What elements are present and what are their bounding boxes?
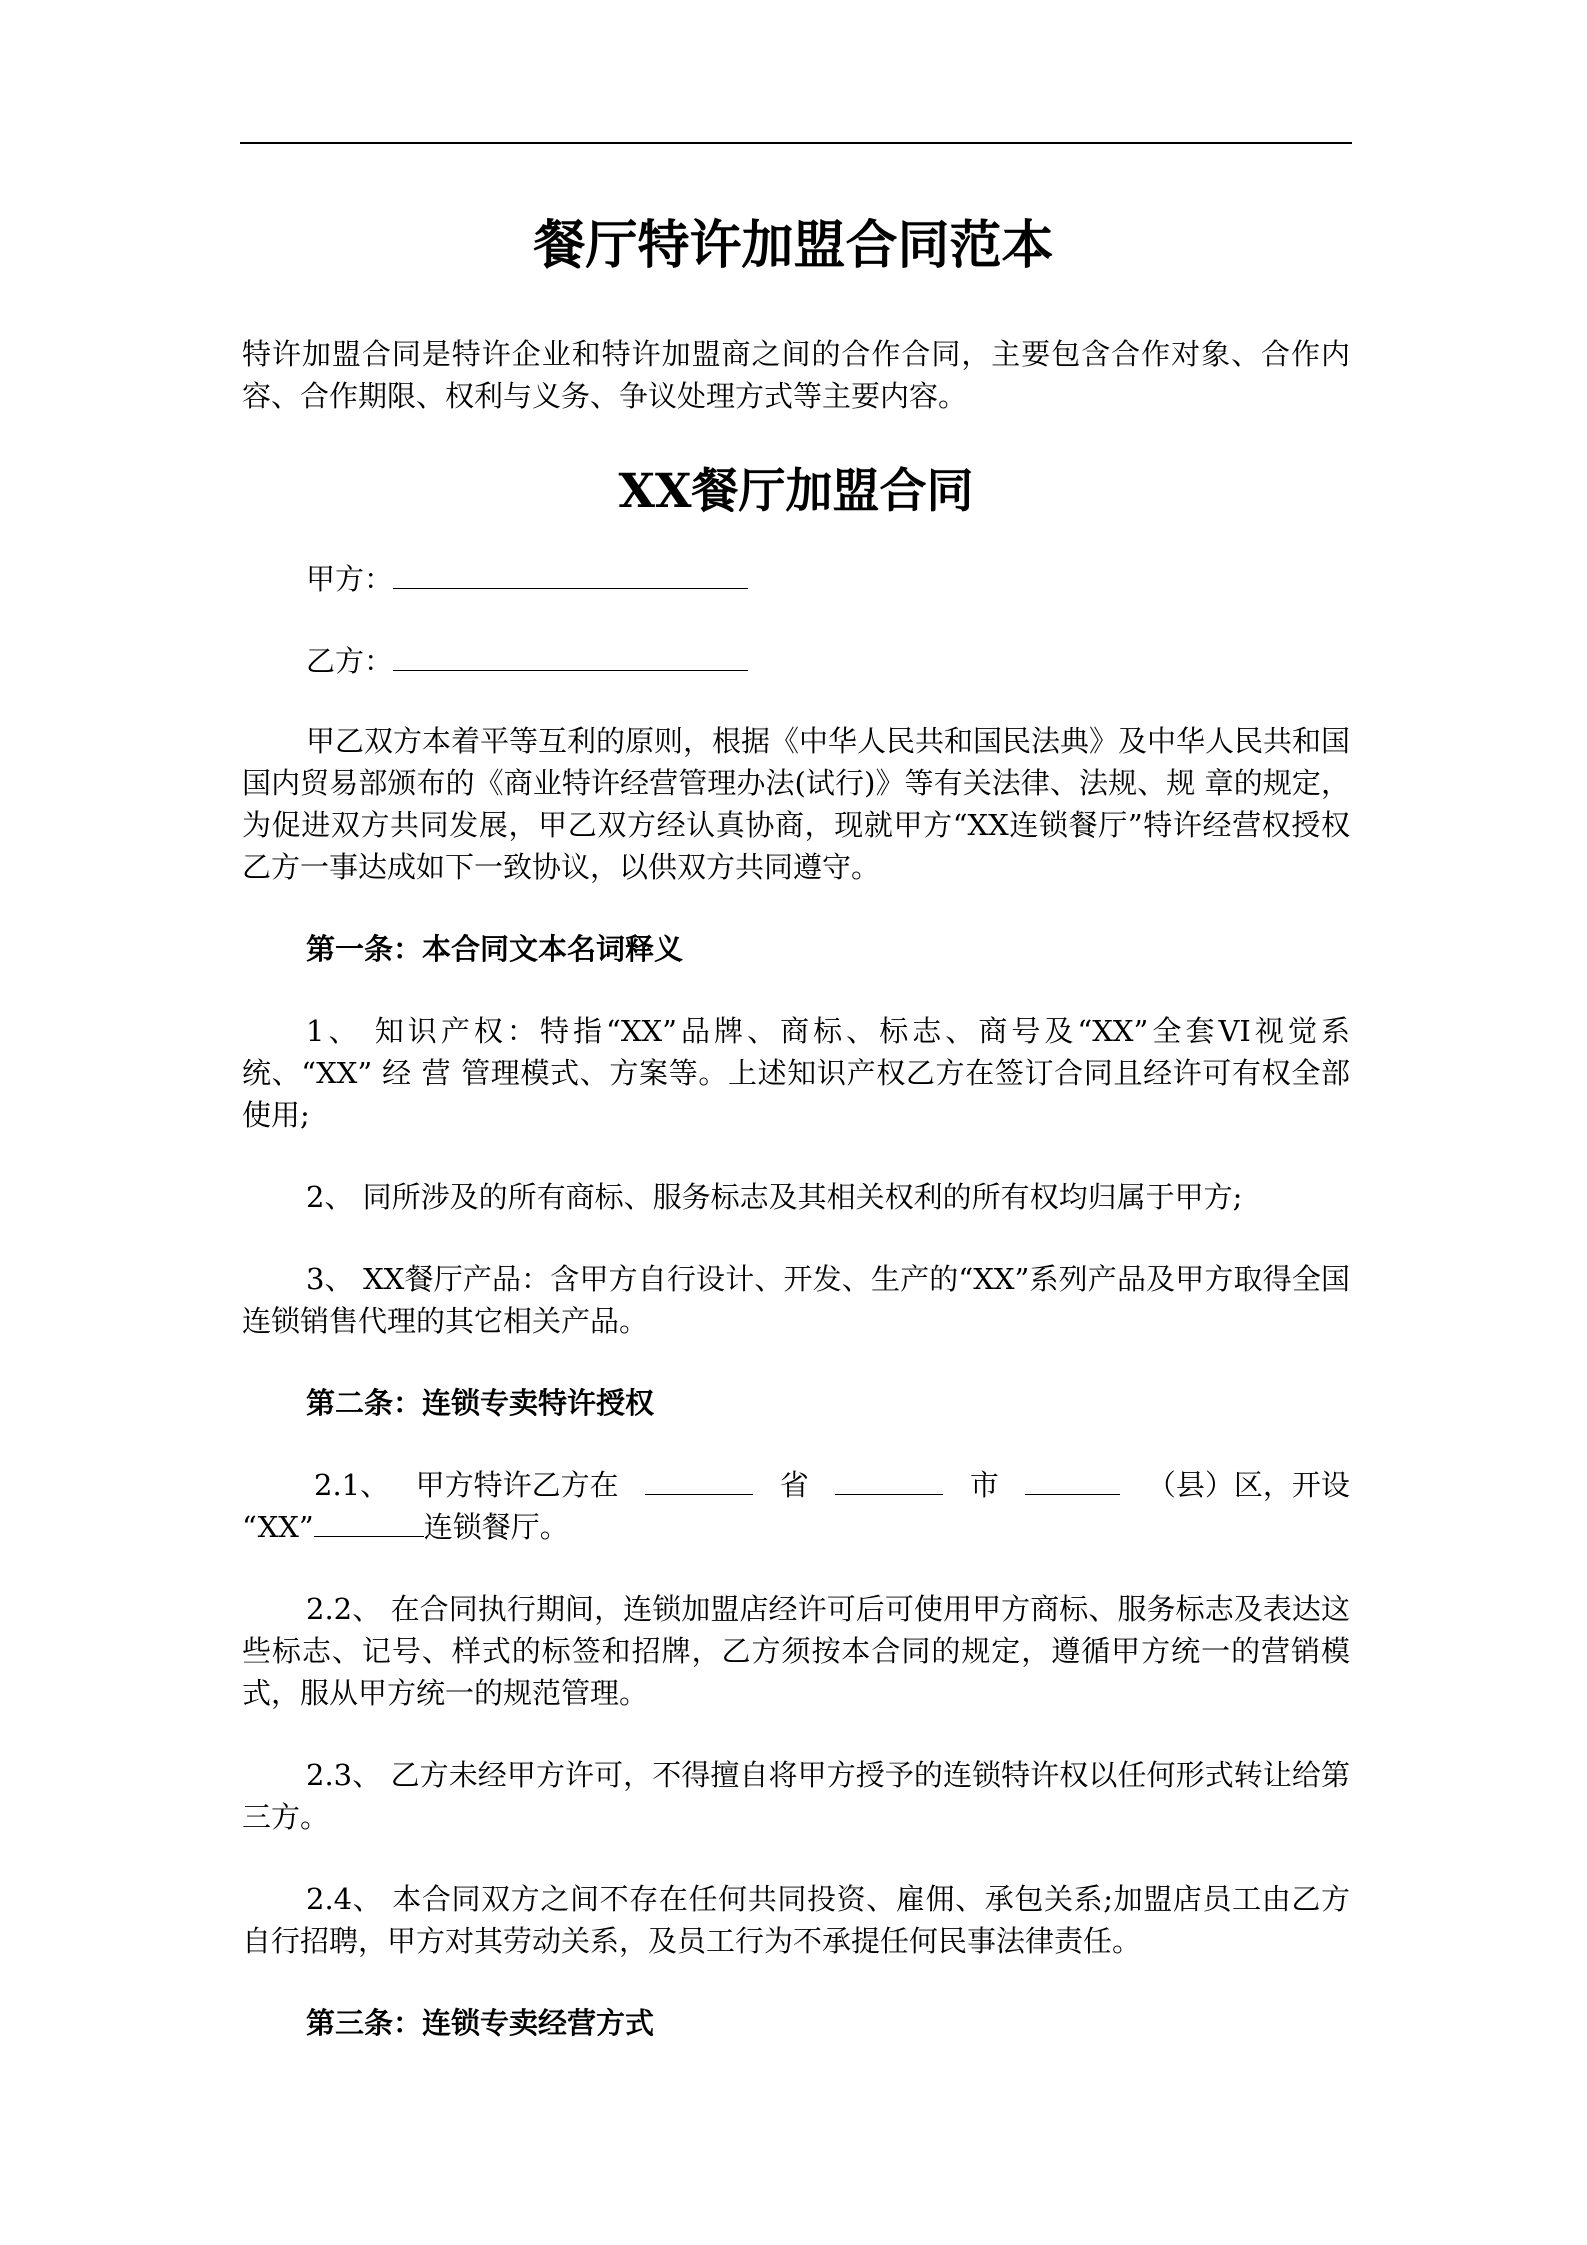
article-1-item-1: 1、 知识产权：特指“XX”品牌、商标、标志、商号及“XX”全套VI视觉系统、“XX” 经 营 管理模式、方案等。上述知识产权乙方在签订合同且经许可有权全部使用; — [242, 1014, 1350, 1132]
clause-2-1-end: 连锁餐厅。 — [423, 1510, 569, 1544]
article-2-item-2: 2.2、 在合同执行期间，连锁加盟店经许可后可使用甲方商标、服务标志及表达这些标志、记号、样式的标签和招牌，乙方须按本合同的规定，遵循甲方统一的营销模式，服从甲方统一的规范管理。 — [242, 1592, 1350, 1710]
article-2-item-4: 2.4、 本合同双方之间不存在任何共同投资、雇佣、承包关系;加盟店员工由乙方自行招聘，甲方对其劳动关系，及员工行为不承提任何民事法律责任。 — [242, 1882, 1350, 1958]
city-label: 市 — [969, 1468, 999, 1502]
document-body — [242, 333, 1350, 2044]
article-3-heading: 第三条：连锁专卖经营方式 — [306, 2006, 655, 2040]
clause-2-1-brand: “XX” — [242, 1510, 314, 1544]
party-b-line — [242, 638, 1350, 682]
main-title: 餐厅特许加盟合同范本 — [533, 215, 1054, 276]
article-1-heading: 第一条：本合同文本名词释义 — [306, 932, 684, 966]
article-2-item-3: 2.3、 乙方未经甲方许可，不得擅自将甲方授予的连锁特许权以任何形式转让给第三方。 — [242, 1758, 1350, 1834]
shop-name-blank — [314, 1506, 424, 1537]
party-a-blank — [393, 556, 748, 589]
province-label: 省 — [779, 1468, 809, 1502]
county-blank — [1025, 1464, 1120, 1495]
article-2-heading: 第二条：连锁专卖特许授权 — [306, 1386, 655, 1420]
party-a-line — [242, 556, 1350, 600]
article-1-item-3: 3、 XX餐厅产品：含甲方自行设计、开发、生产的“XX”系列产品及甲方取得全国连锁销售代理的其它相关产品。 — [242, 1262, 1350, 1338]
contract-title: XX餐厅加盟合同 — [618, 464, 974, 519]
article-1-item-2: 2、 同所涉及的所有商标、服务标志及其相关权利的所有权均归属于甲方; — [306, 1180, 1243, 1214]
intro-paragraph: 特许加盟合同是特许企业和特许加盟商之间的合作合同，主要包含合作对象、合作内容、合作期限、权利与义务、争议处理方式等主要内容。 — [242, 337, 1350, 413]
clause-2-1-text: 甲方特许乙方在 — [415, 1468, 619, 1502]
county-label: （县）区，开设 — [1146, 1468, 1350, 1502]
city-blank — [835, 1464, 943, 1495]
header-rule — [240, 142, 1352, 144]
article-2-item-1 — [242, 1464, 1350, 1548]
province-blank — [645, 1464, 753, 1495]
preamble-paragraph: 甲乙双方本着平等互利的原则，根据《中华人民共和国民法典》及中华人民共和国国内贸易部颁布的《商业特许经营管理办法(试行)》等有关法律、法规、规 章的规定，为促进双方共同发展，甲乙双方经认真协商，现就甲方“XX连锁餐厅”特许经营权授权乙方一事达成如下一致协议，以供双方共同遵守。 — [242, 724, 1351, 884]
party-b-label: 乙方： — [306, 644, 394, 678]
party-b-blank — [393, 638, 748, 671]
article-2-item-1-line-1 — [242, 1464, 1350, 1506]
party-a-label: 甲方： — [306, 562, 394, 596]
article-2-item-1-line-2 — [242, 1506, 1350, 1548]
clause-2-1-number: 2.1、 — [314, 1468, 390, 1502]
